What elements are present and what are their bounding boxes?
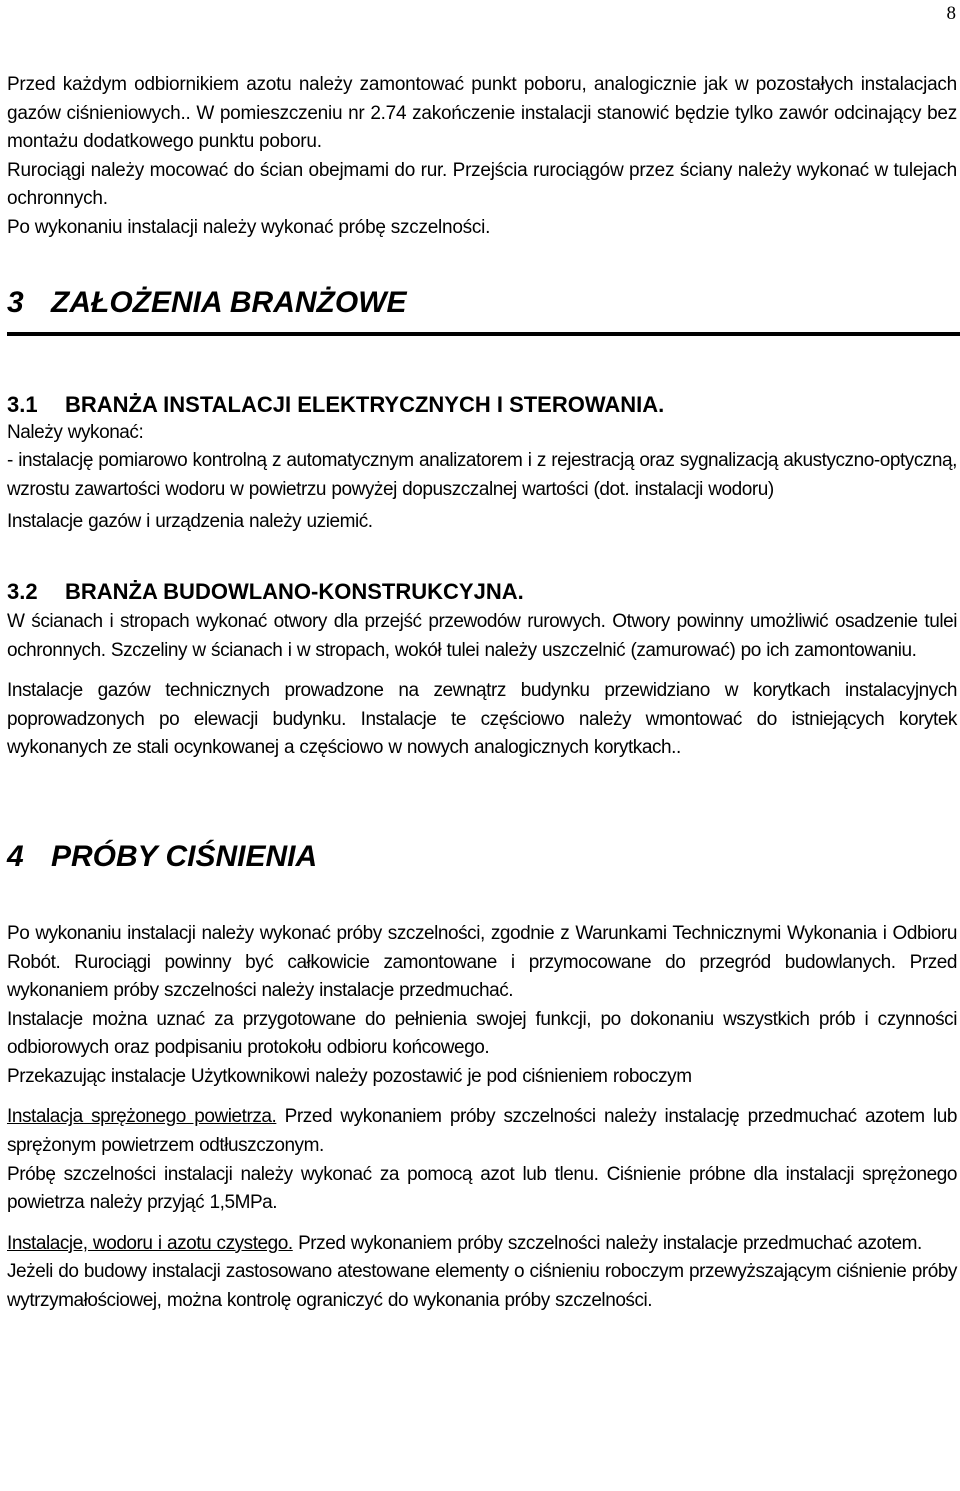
compressed-air-paragraph (7, 1103, 957, 1160)
hydrogen-paragraph-2: Jeżeli do budowy instalacji zastosowano atestowane elementy o ciśnieniu roboczym przewyższającym ciśnienie próby wytrzymałościowej, można kontrolę ograniczyć do wykonania próby szczelności. (7, 1261, 957, 1312)
section-3-2-number: 3.2 (7, 578, 38, 604)
section-3-1-number: 3.1 (7, 391, 38, 417)
hydrogen-paragraph (7, 1230, 957, 1259)
chapter-3-title: ZAŁOŻENIA BRANŻOWE (51, 285, 407, 319)
compressed-air-paragraph-2: Próbę szczelności instalacji należy wykonać za pomocą azot lub tlenu. Ciśnienie próbne dla instalacji sprężonego powietrza należy przyjąć 1,5MPa. (7, 1163, 957, 1214)
intro-paragraph-1: Przed każdym odbiornikiem azotu należy zamontować punkt poboru, analogicznie jak w pozostałych instalacjach gazów ciśnieniowych.. W pomieszczeniu nr 2.74 zakończenie instalacji stanowić będzie tylko zawór odcinający bez montażu dodatkowego punktu poboru. (7, 74, 957, 153)
page-number: 8 (946, 3, 956, 24)
section-3-2-heading (7, 578, 957, 606)
chapter-3-rule (7, 332, 960, 336)
hydrogen-label: Instalacje, wodoru i azotu czystego. (7, 1232, 293, 1254)
intro-section (7, 71, 957, 243)
section-3-2-paragraph-2: Instalacje gazów technicznych prowadzone na zewnątrz budynku przewidziano w korytkach instalacyjnych poprowadzonych po elewacji budynku. Instalacje te częściowo należy wmontować do istniejących korytek wykonanych ze stali ocynkowanej a częściowo w nowych analogicznych korytkach.. (7, 680, 957, 759)
chapter-4-number: 4 (7, 839, 24, 873)
compressed-air-label: Instalacja sprężonego powietrza. (7, 1106, 277, 1128)
chapter-4-title: PRÓBY CIŚNIENIA (51, 839, 318, 873)
section-3-2-title: BRANŻA BUDOWLANO-KONSTRUKCYJNA. (65, 578, 524, 604)
chapter-3-heading (7, 285, 957, 321)
chapter-4-body (7, 920, 957, 1316)
section-3-1-intro: Należy wykonać: (7, 421, 144, 443)
section-3-1 (7, 391, 957, 537)
chapter-4-paragraph-3: Przekazując instalacje Użytkownikowi należy pozostawić je pod ciśnieniem roboczym (7, 1065, 692, 1087)
section-3-1-heading (7, 391, 957, 419)
section-3-1-item: - instalację pomiarowo kontrolną z automatycznym analizatorem i z rejestracją oraz sygnalizacją akustyczno-optyczną, wzrostu zawartości wodoru w powietrzu powyżej dopuszczalnej wartości (dot. instalacji wodoru) (7, 450, 957, 500)
section-3-2-paragraph-1: W ścianach i stropach wykonać otwory dla przejść przewodów rurowych. Otwory powinny umożliwić osadzenie tulei ochronnych. Szczeliny w ścianach i w stropach, wokół tulei należy uszczelnić (zamurować) po ich zamontowaniu. (7, 610, 957, 661)
document-body (7, 71, 957, 1316)
section-3-1-grounding: Instalacje gazów i urządzenia należy uziemić. (7, 511, 373, 533)
intro-paragraph-3: Po wykonaniu instalacji należy wykonać próbę szczelności. (7, 216, 491, 238)
section-3-1-title: BRANŻA INSTALACJI ELEKTRYCZNYCH I STEROWANIA. (65, 391, 665, 417)
intro-paragraph-2: Rurociągi należy mocować do ścian obejmami do rur. Przejścia rurociągów przez ściany należy wykonać w tulejach ochronnych. (7, 159, 957, 210)
chapter-3-number: 3 (7, 285, 24, 319)
compressed-air-text: Przed wykonaniem próby szczelności należy instalację przedmuchać azotem lub sprężonym powietrzem odtłuszczonym. (7, 1106, 957, 1157)
chapter-4-paragraph-1: Po wykonaniu instalacji należy wykonać próby szczelności, zgodnie z Warunkami Technicznymi Wykonania i Odbioru Robót. Rurociągi powinny być całkowicie zamontowane i przymocowane do przegród budowlanych. Przed wykonaniem próby szczelności należy instalacje przedmuchać. (7, 922, 957, 1002)
chapter-4-paragraph-2: Instalacje można uznać za przygotowane do pełnienia swojej funkcji, po dokonaniu wszystkich prób i czynności odbiorowych oraz podpisaniu protokołu odbioru końcowego. (7, 1008, 957, 1059)
chapter-4-heading (7, 839, 957, 875)
hydrogen-text: Przed wykonaniem próby szczelności należy instalacje przedmuchać azotem. (292, 1232, 922, 1254)
section-3-2 (7, 578, 957, 763)
